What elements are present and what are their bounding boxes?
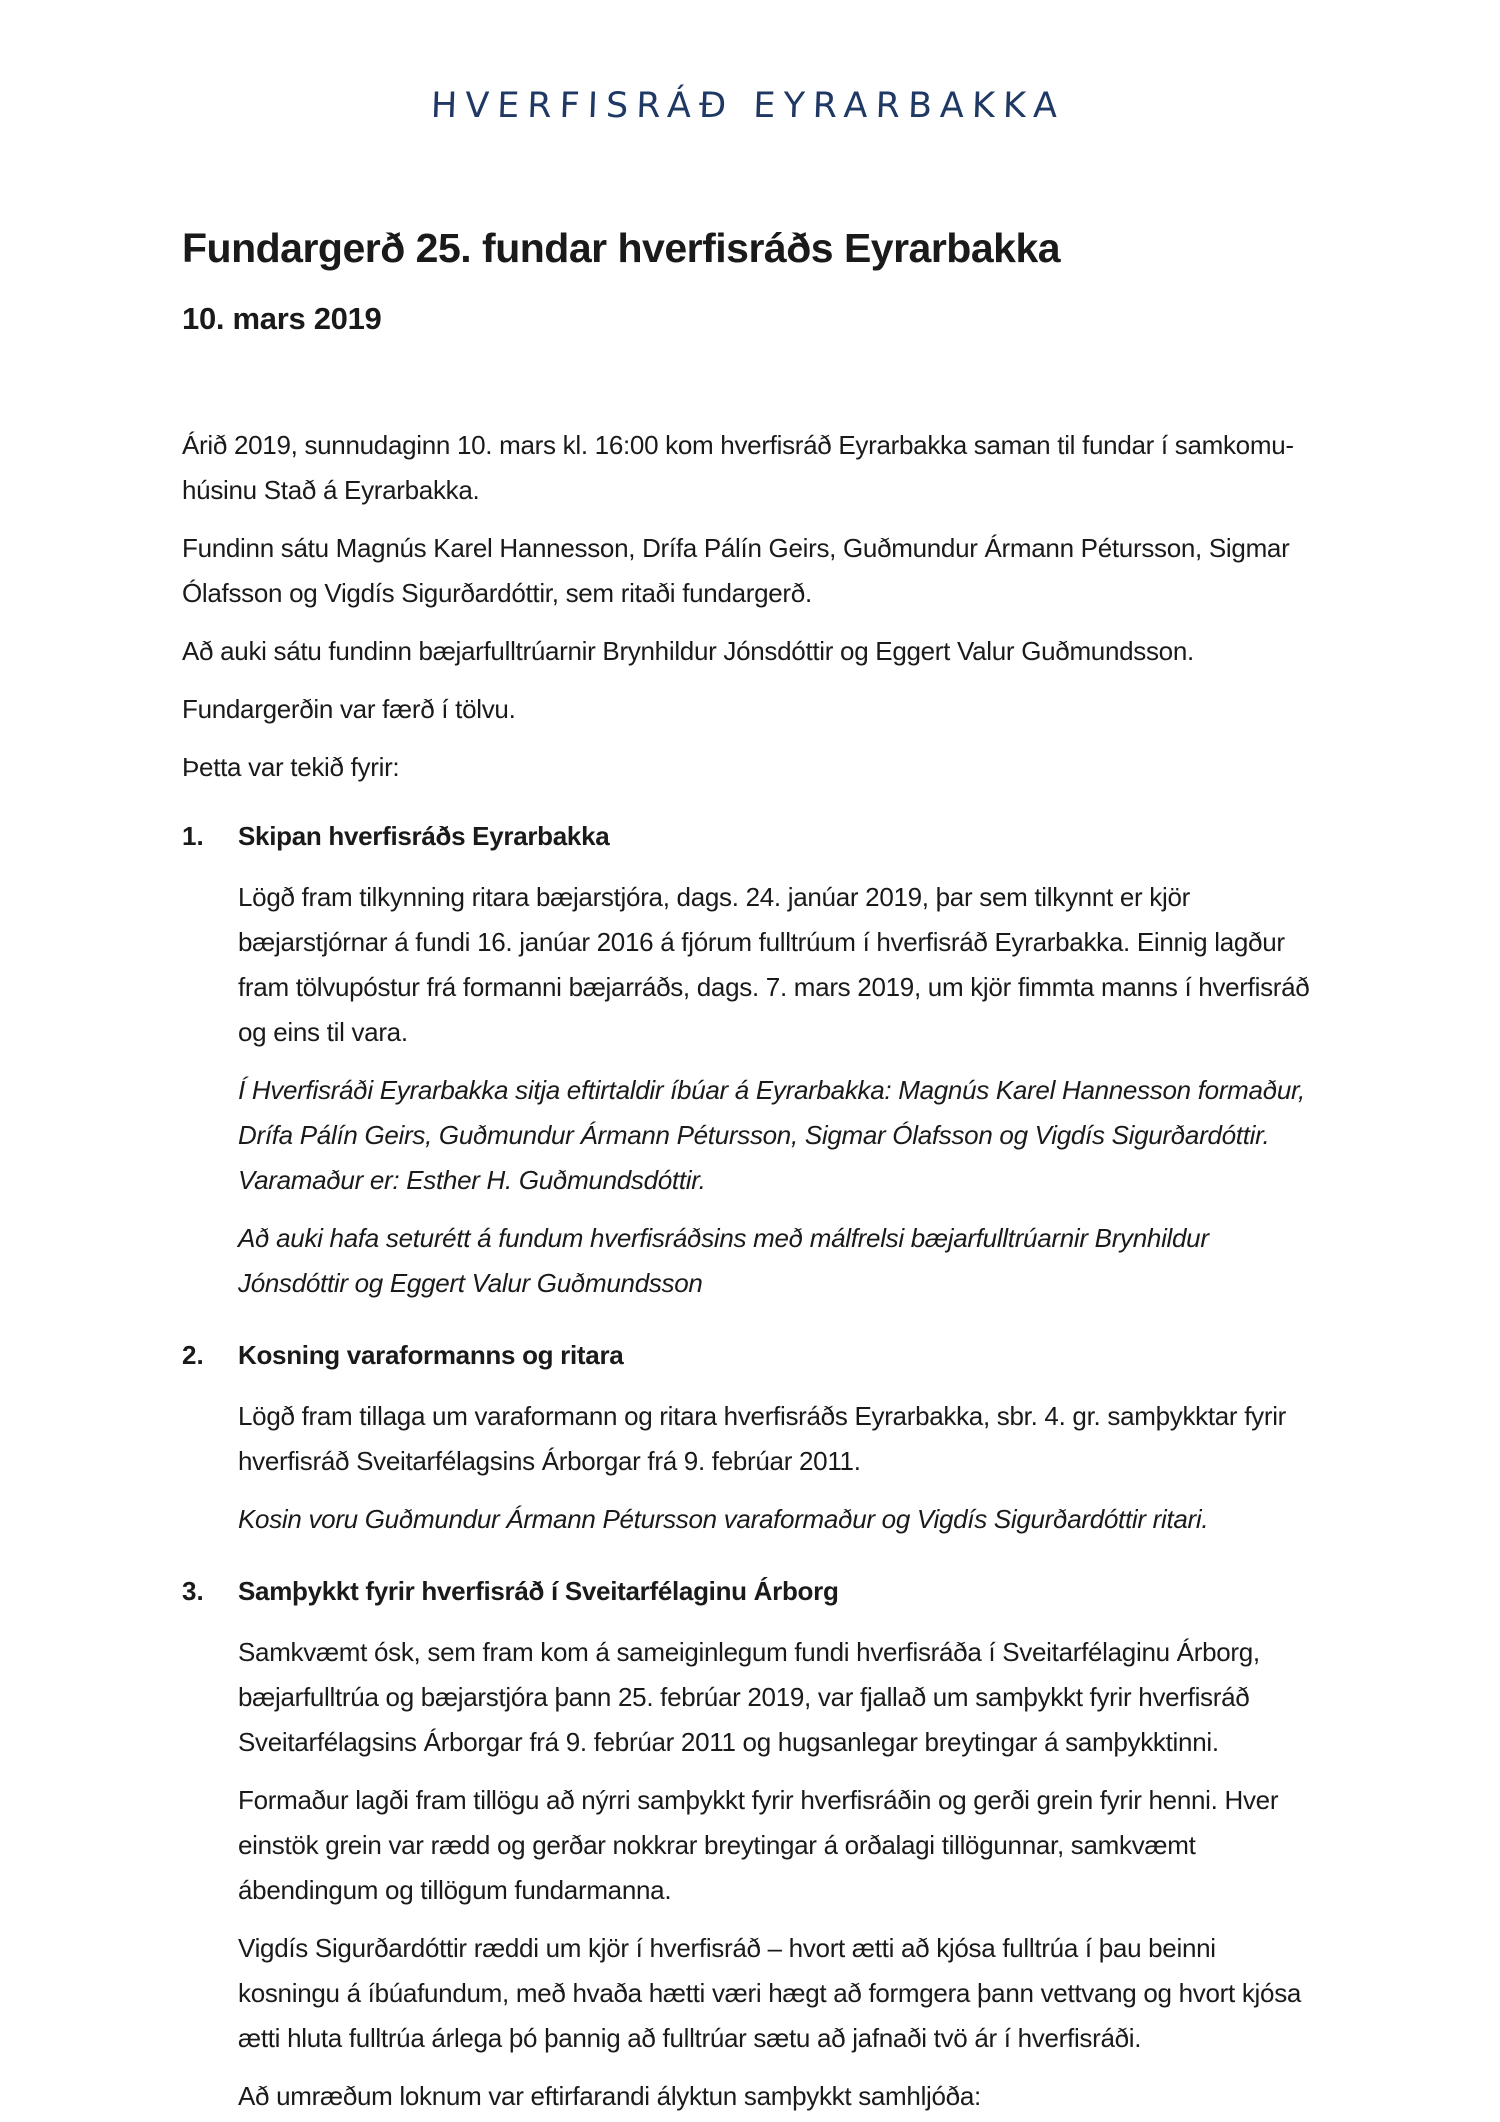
agenda-item-number: 3. xyxy=(182,1576,204,1607)
agenda-paragraph: Að umræðum loknum var eftirfarandi ályktun samþykkt samhljóða: xyxy=(238,2081,981,2112)
agenda-paragraph: Vigdís Sigurðardóttir ræddi um kjör í hverfisráð – hvort ætti að kjósa fulltrúa í þau beinni kosningu á íbúafundum, með hvaða hætti væri hægt að formgera þann vettvang og hvort kjósa ætti hluta fulltrúa árlega þó þannig að fulltrúar sætu að jafnaði tvö ár í hverfisráði. xyxy=(238,1933,1302,2054)
agenda-item-1 xyxy=(182,814,1314,1319)
page-title: Fundargerð 25. fundar hverfisráðs Eyrarbakka xyxy=(182,225,1061,271)
agenda-item-2 xyxy=(182,1333,1314,1555)
agenda-paragraph: Lögð fram tilkynning ritara bæjarstjóra, dags. 24. janúar 2019, þar sem tilkynnt er kjör bæjarstjórnar á fundi 16. janúar 2016 á fjórum fulltrúum í hverfisráð Eyrarbakka. Einnig lagður fram tölvupóstur frá formanni bæjarráðs, dags. 7. mars 2019, um kjör fimmta manns í hverfisráð og eins til vara. xyxy=(238,882,1310,1048)
agenda-paragraph-resolution: Í Hverfisráði Eyrarbakka sitja eftirtaldir íbúar á Eyrarbakka: Magnús Karel Hannesson formaður, Drífa Pálín Geirs, Guðmundur Ármann Pétursson, Sigmar Ólafsson og Vigdís Sigurðardóttir. Varamaður er: Esther H. Guðmundsdóttir. xyxy=(238,1075,1305,1196)
agenda-item-content xyxy=(238,1569,1314,2122)
agenda-item-content xyxy=(238,1333,1314,1555)
meeting-date: 10. mars 2019 xyxy=(182,301,382,337)
agenda-paragraph: Formaður lagði fram tillögu að nýrri samþykkt fyrir hverfisráðin og gerði grein fyrir henni. Hver einstök grein var rædd og gerðar nokkrar breytingar á orðalagi tillögunnar, samkvæmt ábendingum og tillögum fundarmanna. xyxy=(238,1785,1279,1906)
document-body xyxy=(182,423,1314,2122)
organization-logo-text: HVERFISRÁÐ EYRARBAKKA xyxy=(430,86,1066,126)
intro-paragraph: Árið 2019, sunnudaginn 10. mars kl. 16:00 kom hverfisráð Eyrarbakka saman til fundar í samkomu-húsinu Stað á Eyrarbakka. xyxy=(182,430,1294,506)
agenda-item-heading: Kosning varaformanns og ritara xyxy=(238,1340,624,1371)
agenda-paragraph: Lögð fram tillaga um varaformann og ritara hverfisráðs Eyrarbakka, sbr. 4. gr. samþykktar fyrir hverfisráð Sveitarfélagsins Árborgar frá 9. febrúar 2011. xyxy=(238,1401,1287,1477)
agenda-item-content xyxy=(238,814,1314,1319)
agenda-item-number: 2. xyxy=(182,1340,204,1371)
intro-paragraph: Fundargerðin var færð í tölvu. xyxy=(182,694,516,725)
agenda-item-3 xyxy=(182,1569,1314,2122)
intro-paragraph: Að auki sátu fundinn bæjarfulltrúarnir Brynhildur Jónsdóttir og Eggert Valur Guðmundsson. xyxy=(182,636,1194,667)
agenda-paragraph-resolution: Að auki hafa seturétt á fundum hverfisráðsins með málfrelsi bæjarfulltrúarnir Brynhildur Jónsdóttir og Eggert Valur Guðmundsson xyxy=(238,1223,1209,1299)
agenda-paragraph-resolution: Kosin voru Guðmundur Ármann Pétursson varaformaður og Vigdís Sigurðardóttir ritari. xyxy=(238,1504,1209,1535)
agenda-paragraph: Samkvæmt ósk, sem fram kom á sameiginlegum fundi hverfisráða í Sveitarfélaginu Árborg, bæjarfulltrúa og bæjarstjóra þann 25. febrúar 2019, var fjallað um samþykkt fyrir hverfisráð Sveitarfélagsins Árborgar frá 9. febrúar 2011 og hugsanlegar breytingar á samþykktinni. xyxy=(238,1637,1260,1758)
agenda-item-heading: Samþykkt fyrir hverfisráð í Sveitarfélaginu Árborg xyxy=(238,1576,839,1607)
agenda-item-number: 1. xyxy=(182,821,204,852)
agenda-intro: Þetta var tekið fyrir: xyxy=(182,752,400,783)
agenda-list xyxy=(182,814,1314,2122)
agenda-item-heading: Skipan hverfisráðs Eyrarbakka xyxy=(238,821,610,852)
intro-paragraph: Fundinn sátu Magnús Karel Hannesson, Drífa Pálín Geirs, Guðmundur Ármann Pétursson, Sigmar Ólafsson og Vigdís Sigurðardóttir, sem ritaði fundargerð. xyxy=(182,533,1290,609)
